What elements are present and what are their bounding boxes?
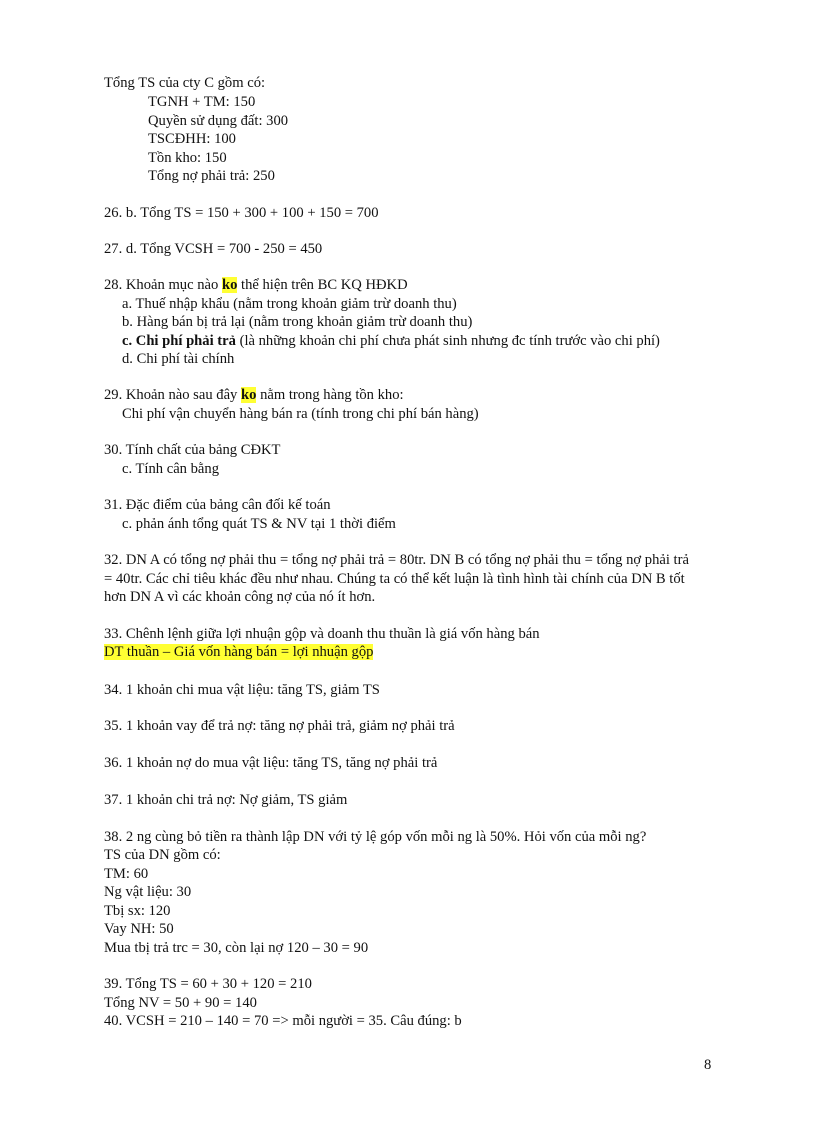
question-38-line: Mua tbị trả trc = 30, còn lại nợ 120 – 30 = 90 — [104, 940, 369, 956]
answer-30: c. Tính cân bằng — [122, 461, 219, 477]
option-c: c. Chi phí phải trả (là những khoản chi phí chưa phát sinh nhưng đc tính trước vào chi phí) — [122, 333, 660, 349]
answer-33 — [104, 643, 373, 662]
intro-item: Quyền sử dụng đất: 300 — [148, 113, 289, 129]
page-number: 8 — [704, 1057, 712, 1073]
question-38-line: Vay NH: 50 — [104, 921, 174, 937]
answer-39-line: Tổng NV = 50 + 90 = 140 — [104, 995, 257, 1011]
answer-31: c. phản ánh tổng quát TS & NV tại 1 thời điểm — [122, 516, 396, 532]
answer-39-line: 39. Tổng TS = 60 + 30 + 120 = 210 — [104, 976, 312, 992]
answer-37: 37. 1 khoản chi trả nợ: Nợ giảm, TS giảm — [104, 792, 348, 808]
question-28: 28. Khoản mục nào ko thể hiện trên BC KQ HĐKD — [104, 277, 408, 293]
answer-34: 34. 1 khoản chi mua vật liệu: tăng TS, giảm TS — [104, 682, 380, 698]
highlight-formula: DT thuần – Giá vốn hàng bán = lợi nhuận gộp — [104, 644, 374, 660]
intro-item: Tổng nợ phải trả: 250 — [148, 168, 275, 184]
question-29: 29. Khoản nào sau đây ko nằm trong hàng tồn kho: — [104, 387, 404, 403]
option-a: a. Thuế nhập khẩu (nằm trong khoản giảm trừ doanh thu) — [122, 296, 457, 312]
intro-item: TGNH + TM: 150 — [148, 94, 256, 110]
question-38-line: 38. 2 ng cùng bỏ tiền ra thành lập DN với tỷ lệ góp vốn mỗi ng là 50%. Hỏi vốn của mỗi ng? — [104, 829, 647, 845]
answer-35: 35. 1 khoản vay để trả nợ: tăng nợ phải trả, giảm nợ phải trả — [104, 718, 455, 734]
intro-item: TSCĐHH: 100 — [148, 131, 236, 147]
answer-36: 36. 1 khoản nợ do mua vật liệu: tăng TS, tăng nợ phải trả — [104, 755, 438, 771]
answer-26: 26. b. Tổng TS = 150 + 300 + 100 + 150 = 700 — [104, 205, 379, 221]
option-b: b. Hàng bán bị trả lại (nằm trong khoản giảm trừ doanh thu) — [122, 314, 473, 330]
question-38-line: Tbị sx: 120 — [104, 903, 171, 919]
question-32-line: hơn DN A vì các khoản công nợ của nó ít hơn. — [104, 589, 376, 605]
question-30: 30. Tính chất của bảng CĐKT — [104, 442, 281, 458]
question-32-line: 32. DN A có tổng nợ phải thu = tổng nợ phải trả = 80tr. DN B có tổng nợ phải thu = tổng nợ phải trả — [104, 552, 689, 568]
question-31: 31. Đặc điểm của bảng cân đối kế toán — [104, 497, 331, 513]
highlight-ko: ko — [221, 277, 238, 293]
option-d: d. Chi phí tài chính — [122, 351, 235, 367]
intro-title: Tổng TS của cty C gồm có: — [104, 75, 266, 91]
highlight-ko: ko — [241, 387, 257, 403]
intro-item: Tồn kho: 150 — [148, 150, 227, 166]
question-38-line: TS của DN gồm có: — [104, 847, 221, 863]
question-32-line: = 40tr. Các chỉ tiêu khác đều như nhau. Chúng ta có thể kết luận là tình hình tài chính của DN B tốt — [104, 571, 685, 587]
question-38-line: Ng vật liệu: 30 — [104, 884, 192, 900]
question-38-line: TM: 60 — [104, 866, 149, 882]
question-33: 33. Chênh lệnh giữa lợi nhuận gộp và doanh thu thuần là giá vốn hàng bán — [104, 626, 540, 642]
answer-27: 27. d. Tổng VCSH = 700 - 250 = 450 — [104, 241, 323, 257]
answer-40: 40. VCSH = 210 – 140 = 70 => mỗi người = 35. Câu đúng: b — [104, 1013, 462, 1029]
answer-29: Chi phí vận chuyển hàng bán ra (tính trong chi phí bán hàng) — [122, 406, 479, 422]
